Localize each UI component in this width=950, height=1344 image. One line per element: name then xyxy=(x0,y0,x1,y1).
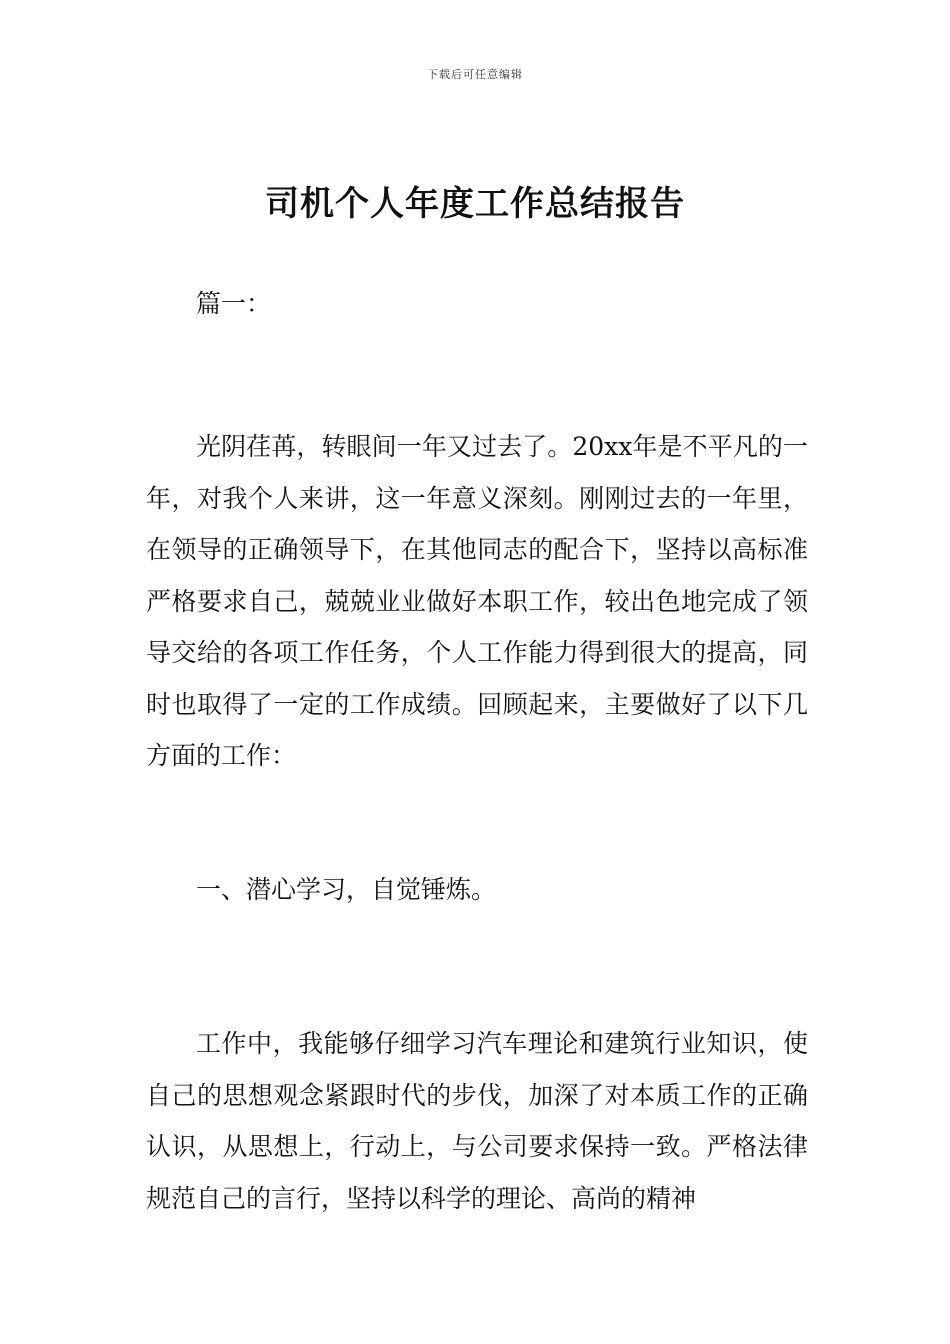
header-note: 下载后可任意编辑 xyxy=(427,68,523,81)
document-title: 司机个人年度工作总结报告 xyxy=(265,184,685,224)
paragraph-intro: 光阴荏苒，转眼间一年又过去了。20xx年是不平凡的一年，对我个人来讲，这一年意义深刻。刚刚过去的一年里，在领导的正确领导下，在其他同志的配合下，坚持以高标准严格要求自己，兢兢业业做好本职工作，较出色地完成了领导交给的各项工作任务，个人工作能力得到很大的提高，同时也取得了一定的工作成绩。回顾起来，主要做好了以下几方面的工作： xyxy=(146,432,808,770)
section-heading: 一、潜心学习，自觉锤炼。 xyxy=(196,875,497,904)
section-label: 篇一： xyxy=(196,289,272,318)
paragraph-body: 工作中，我能够仔细学习汽车理论和建筑行业知识，使自己的思想观念紧跟时代的步伐，加深了对本质工作的正确认识，从思想上，行动上，与公司要求保持一致。严格法律规范自己的言行，坚持以科学的理论、高尚的精神 xyxy=(146,1029,808,1213)
